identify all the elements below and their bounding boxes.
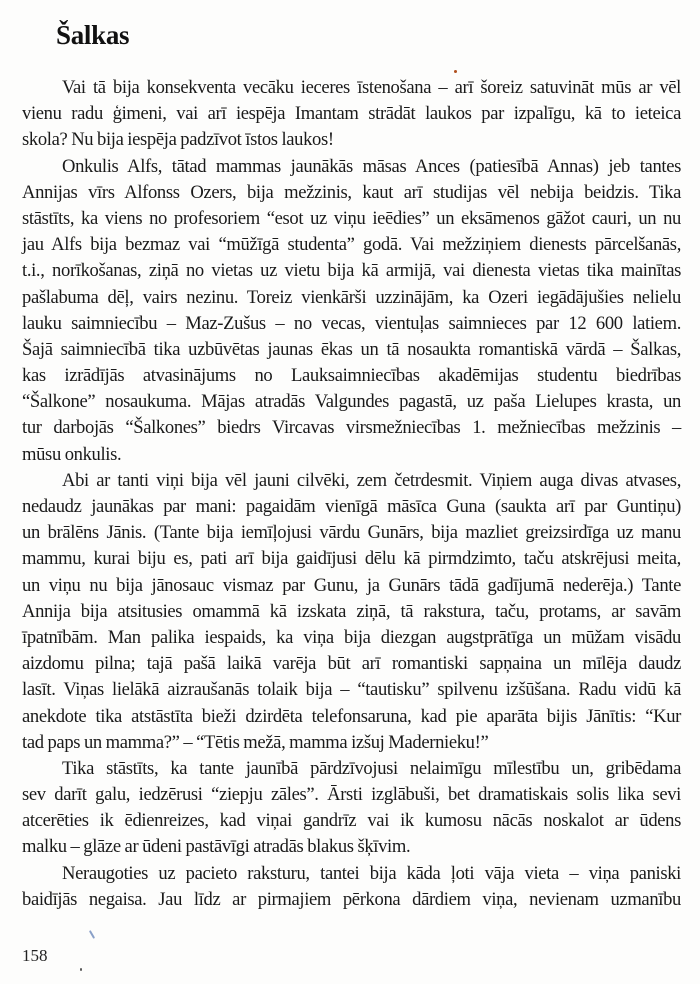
scan-speck <box>89 930 95 939</box>
text-line: īpatnībām. Man palika iespaids, ka viņa bija diezgan augstprātīga un mūžam visādu <box>22 626 681 648</box>
text-line: jau Alfs bija bezmaz vai “mūžīgā studenta” godā. Vai mežziņiem dienests pārcelšanās, <box>22 234 681 256</box>
text-line: Onkulis Alfs, tātad mammas jaunākās māsas Ances (patiesībā Annas) jeb tantes <box>62 155 681 177</box>
text-line: kas izrādījās atvasinājums no Lauksaimniecības akadēmijas studentu biedrības <box>22 365 681 387</box>
paragraph <box>22 861 681 913</box>
text-line: Annija bija atsitusies omammā kā izskata ziņā, tā rakstura, taču, protams, ar savām <box>22 600 681 622</box>
text-line: un viņu nu bija jānosauc vismaz par Gunu, ja Gunārs tādā gadījumā nederēja.) Tante <box>22 574 681 596</box>
text-line: mammu, kurai biju es, pati arī bija gaidījusi dēlu kā pirmdzimto, taču atskrējusi meita, <box>22 548 681 570</box>
paragraph <box>22 75 681 154</box>
text-line: Vai tā bija konsekventa vecāku ieceres īstenošana – arī šoreiz satuvināt mūs ar vēl <box>62 77 681 98</box>
paragraph <box>22 154 681 468</box>
page-number: 158 <box>22 946 48 965</box>
text-line: tur darbojās “Šalkones” biedrs Vircavas virsmežniecības 1. mežniecības mežzinis – <box>22 417 681 439</box>
text-line: aizdomu pilna; tajā pašā laikā varēja būt arī romantiski sapņaina un mīlēja daudz <box>22 653 681 675</box>
text-line: anekdote tika atstāstīta bieži dzirdēta telefonsaruna, kad pie aparāta bijis Jānītis: “Kur <box>22 705 681 727</box>
body-text <box>22 75 681 913</box>
text-line: un brālēns Jānis. (Tante bija iemīļojusi vārdu Gunārs, bija mazliet greizsirdīga uz manu <box>22 522 681 544</box>
text-line: vienu radu ģimeni, vai arī iespēja Imantam strādāt laukos par izpalīgu, kā to ieteica <box>22 103 681 125</box>
scan-speck <box>80 968 82 971</box>
text-line: nedaudz jaunākas par mani: pagaidām vienīgā māsīca Guna (saukta arī par Guntiņu) <box>22 496 681 517</box>
text-line: Neraugoties uz pacieto raksturu, tantei bija kāda ļoti vāja vieta – viņa paniski <box>62 862 681 884</box>
text-line: stāstīts, ka viens no profesoriem “esot uz viņu ieēdies” un eksāmenos gāžot cauri, un nu <box>22 207 681 229</box>
text-line: lasīt. Viņas lielākā aizraušanās tolaik bija – “tautisku” spilvenu izšūšana. Radu vidū kā <box>22 679 681 701</box>
text-line: pašlabuma dēļ, vairs nezinu. Toreiz vienkārši uzzinājām, ka Ozeri iegādājušies nelielu <box>22 286 681 308</box>
text-line: Abi ar tanti viņi bija vēl jauni cilvēki, zem četrdesmit. Viņiem auga divas atvases, <box>62 469 681 491</box>
paragraph <box>22 468 681 756</box>
text-line: t.i., norīkošanas, ziņā no vietas uz vietu bija kā armijā, vai dienesta vietas tika mainītas <box>22 260 681 282</box>
text-line: skola? Nu bija iespēja padzīvot īstos laukos! <box>22 129 334 151</box>
text-line: atcerēties ik ēdienreizes, kad viņai gandrīz vai ik kumosu nācās noskalot ar ūdens <box>22 810 681 832</box>
text-line: “Šalkone” nosaukuma. Mājas atradās Valgundes pagastā, uz paša Lielupes krasta, un <box>22 391 681 413</box>
text-line: sev darīt galu, iedzērusi “ziepju zāles”. Ārsti izglābuši, bet dramatiskais solis lika sevi <box>22 784 681 806</box>
text-line: tad paps un mamma?” – “Tētis mežā, mamma izšuj Madernieku!” <box>22 731 489 753</box>
text-line: mūsu onkulis. <box>22 443 122 465</box>
text-line: malku – glāze ar ūdeni pastāvīgi atradās blakus šķīvim. <box>22 836 411 858</box>
text-line: lauku saimniecību – Maz-Zušus – no vecas, vientuļas saimnieces par 12 600 latiem. <box>22 312 681 334</box>
paragraph <box>22 756 681 861</box>
scan-speck <box>454 70 457 73</box>
chapter-title: Šalkas <box>56 20 130 50</box>
text-line: baidījās negaisa. Jau līdz ar pirmajiem pērkona dārdiem viņa, nevienam uzmanību <box>22 888 681 910</box>
text-line: Tika stāstīts, ka tante jaunībā pārdzīvojusi nelaimīgu mīlestību un, gribēdama <box>62 757 681 779</box>
text-line: Šajā saimniecībā tika uzbūvētas jaunas ēkas un tā nosaukta romantiskā vārdā – Šalkas, <box>22 338 681 360</box>
text-line: Annijas vīrs Alfonss Ozers, bija mežzinis, kaut arī studijas vēl nebija beidzis. Tika <box>22 181 681 203</box>
